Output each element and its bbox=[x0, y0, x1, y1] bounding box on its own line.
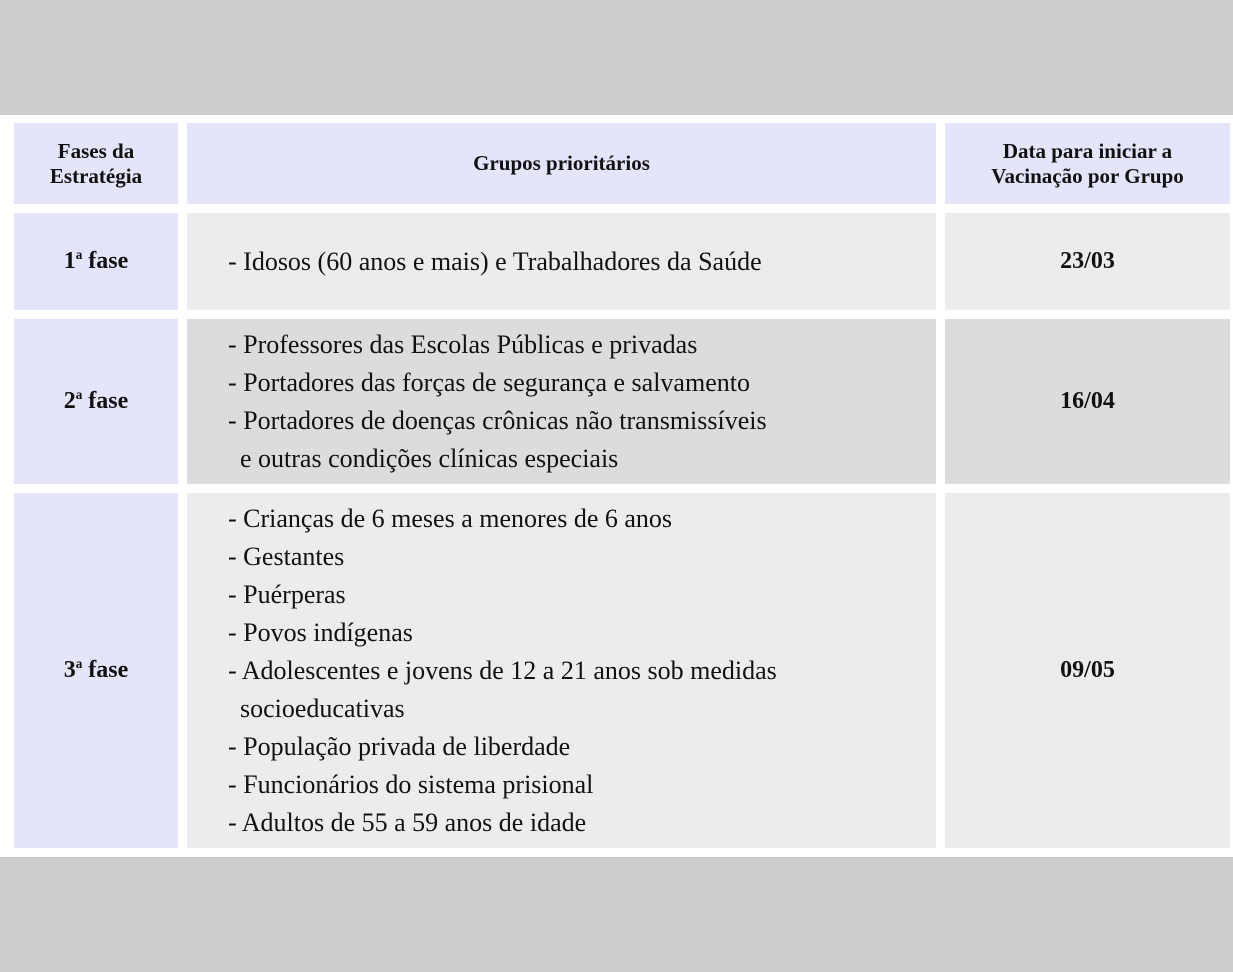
date-value-3: 09/05 bbox=[1060, 657, 1115, 683]
header-date bbox=[945, 123, 1230, 204]
date-cell-1 bbox=[945, 213, 1230, 310]
header-groups-label: Grupos prioritários bbox=[473, 151, 650, 175]
group-item: - Adultos de 55 a 59 anos de idade bbox=[228, 807, 587, 837]
group-item: - Adolescentes e jovens de 12 a 21 anos sob medidas bbox=[228, 655, 777, 685]
group-item: - Funcionários do sistema prisional bbox=[228, 769, 594, 799]
groups-cell-2 bbox=[187, 319, 936, 484]
date-value-2: 16/04 bbox=[1060, 388, 1115, 414]
header-phase-line1: Fases da bbox=[57, 138, 135, 163]
groups-cell-3 bbox=[187, 493, 936, 848]
phase-cell-2 bbox=[14, 319, 178, 484]
date-value-1: 23/03 bbox=[1060, 248, 1115, 274]
phase-label-2: 2$^a$ fase bbox=[63, 387, 129, 415]
header-date-line1: Data para iniciar a bbox=[1002, 138, 1173, 163]
date-cell-3 bbox=[945, 493, 1230, 848]
header-date-line2: Vacinação por Grupo bbox=[991, 163, 1184, 188]
group-item-continuation: e outras condições clínicas especiais bbox=[240, 443, 619, 473]
header-phase bbox=[14, 123, 178, 204]
groups-cell-1 bbox=[187, 213, 936, 310]
group-item: - Professores das Escolas Públicas e privadas bbox=[228, 329, 698, 359]
group-item: - Povos indígenas bbox=[228, 617, 413, 647]
group-item: - População privada de liberdade bbox=[228, 731, 571, 761]
phase-label-1: 1$^a$ fase bbox=[63, 247, 129, 275]
phase-label-3: 3$^a$ fase bbox=[63, 656, 129, 684]
group-item: - Idosos (60 anos e mais) e Trabalhadores da Saúde bbox=[228, 246, 762, 276]
group-item: - Puérperas bbox=[228, 579, 346, 609]
group-item-continuation: socioeducativas bbox=[240, 693, 405, 723]
group-item: - Crianças de 6 meses a menores de 6 anos bbox=[228, 503, 673, 533]
phase-cell-1 bbox=[14, 213, 178, 310]
date-cell-2 bbox=[945, 319, 1230, 484]
phase-cell-3 bbox=[14, 493, 178, 848]
group-item: - Gestantes bbox=[228, 541, 345, 571]
header-groups bbox=[187, 123, 936, 204]
header-phase-line2: Estratégia bbox=[49, 163, 143, 188]
document-page bbox=[0, 115, 1233, 857]
group-item: - Portadores de doenças crônicas não transmissíveis bbox=[228, 405, 767, 435]
group-item: - Portadores das forças de segurança e salvamento bbox=[228, 367, 750, 397]
